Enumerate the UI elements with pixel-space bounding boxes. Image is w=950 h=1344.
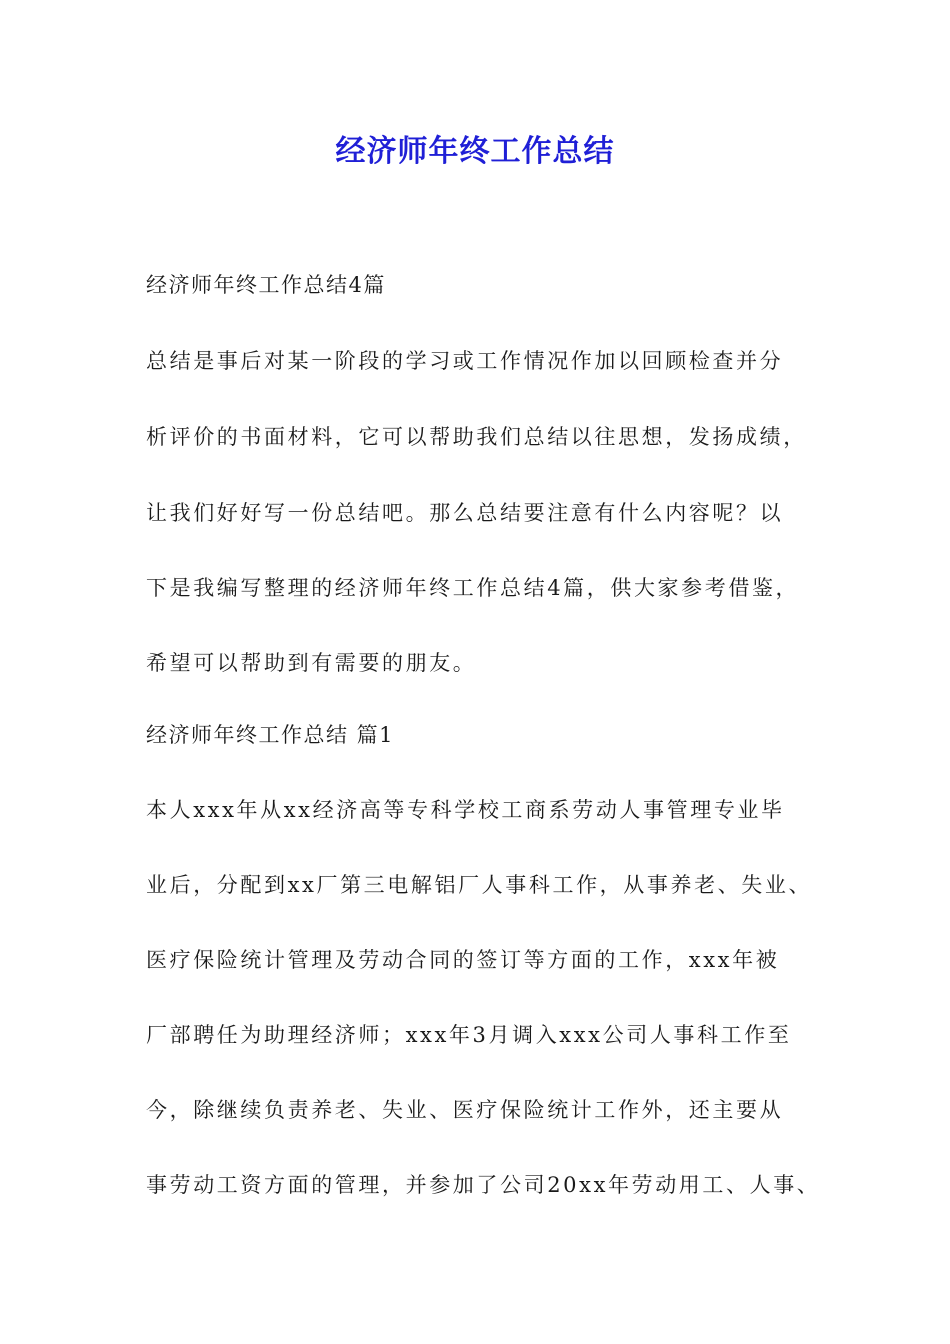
section-heading: 经济师年终工作总结 篇1: [146, 723, 395, 747]
body-line: 希望可以帮助到有需要的朋友。: [146, 651, 477, 675]
body-line: 总结是事后对某一阶段的学习或工作情况作加以回顾检查并分: [146, 349, 784, 373]
body-line: 事劳动工资方面的管理，并参加了公司20xx年劳动用工、人事、: [146, 1173, 821, 1197]
body-line: 今，除继续负责养老、失业、医疗保险统计工作外，还主要从: [146, 1098, 784, 1122]
body-line: 厂部聘任为助理经济师；xxx年3月调入xxx公司人事科工作至: [146, 1023, 792, 1047]
subtitle-line: 经济师年终工作总结4篇: [146, 273, 386, 297]
body-line: 让我们好好写一份总结吧。那么总结要注意有什么内容呢？以: [146, 501, 784, 525]
body-line: 本人xxx年从xx经济高等专科学校工商系劳动人事管理专业毕: [146, 798, 785, 822]
body-line: 业后，分配到xx厂第三电解铝厂人事科工作，从事养老、失业、: [146, 873, 813, 897]
document-title: 经济师年终工作总结: [335, 134, 615, 169]
body-line: 析评价的书面材料，它可以帮助我们总结以往思想，发扬成绩，: [146, 425, 807, 449]
body-line: 医疗保险统计管理及劳动合同的签订等方面的工作，xxx年被: [146, 948, 780, 972]
body-line: 下是我编写整理的经济师年终工作总结4篇，供大家参考借鉴，: [146, 576, 800, 600]
